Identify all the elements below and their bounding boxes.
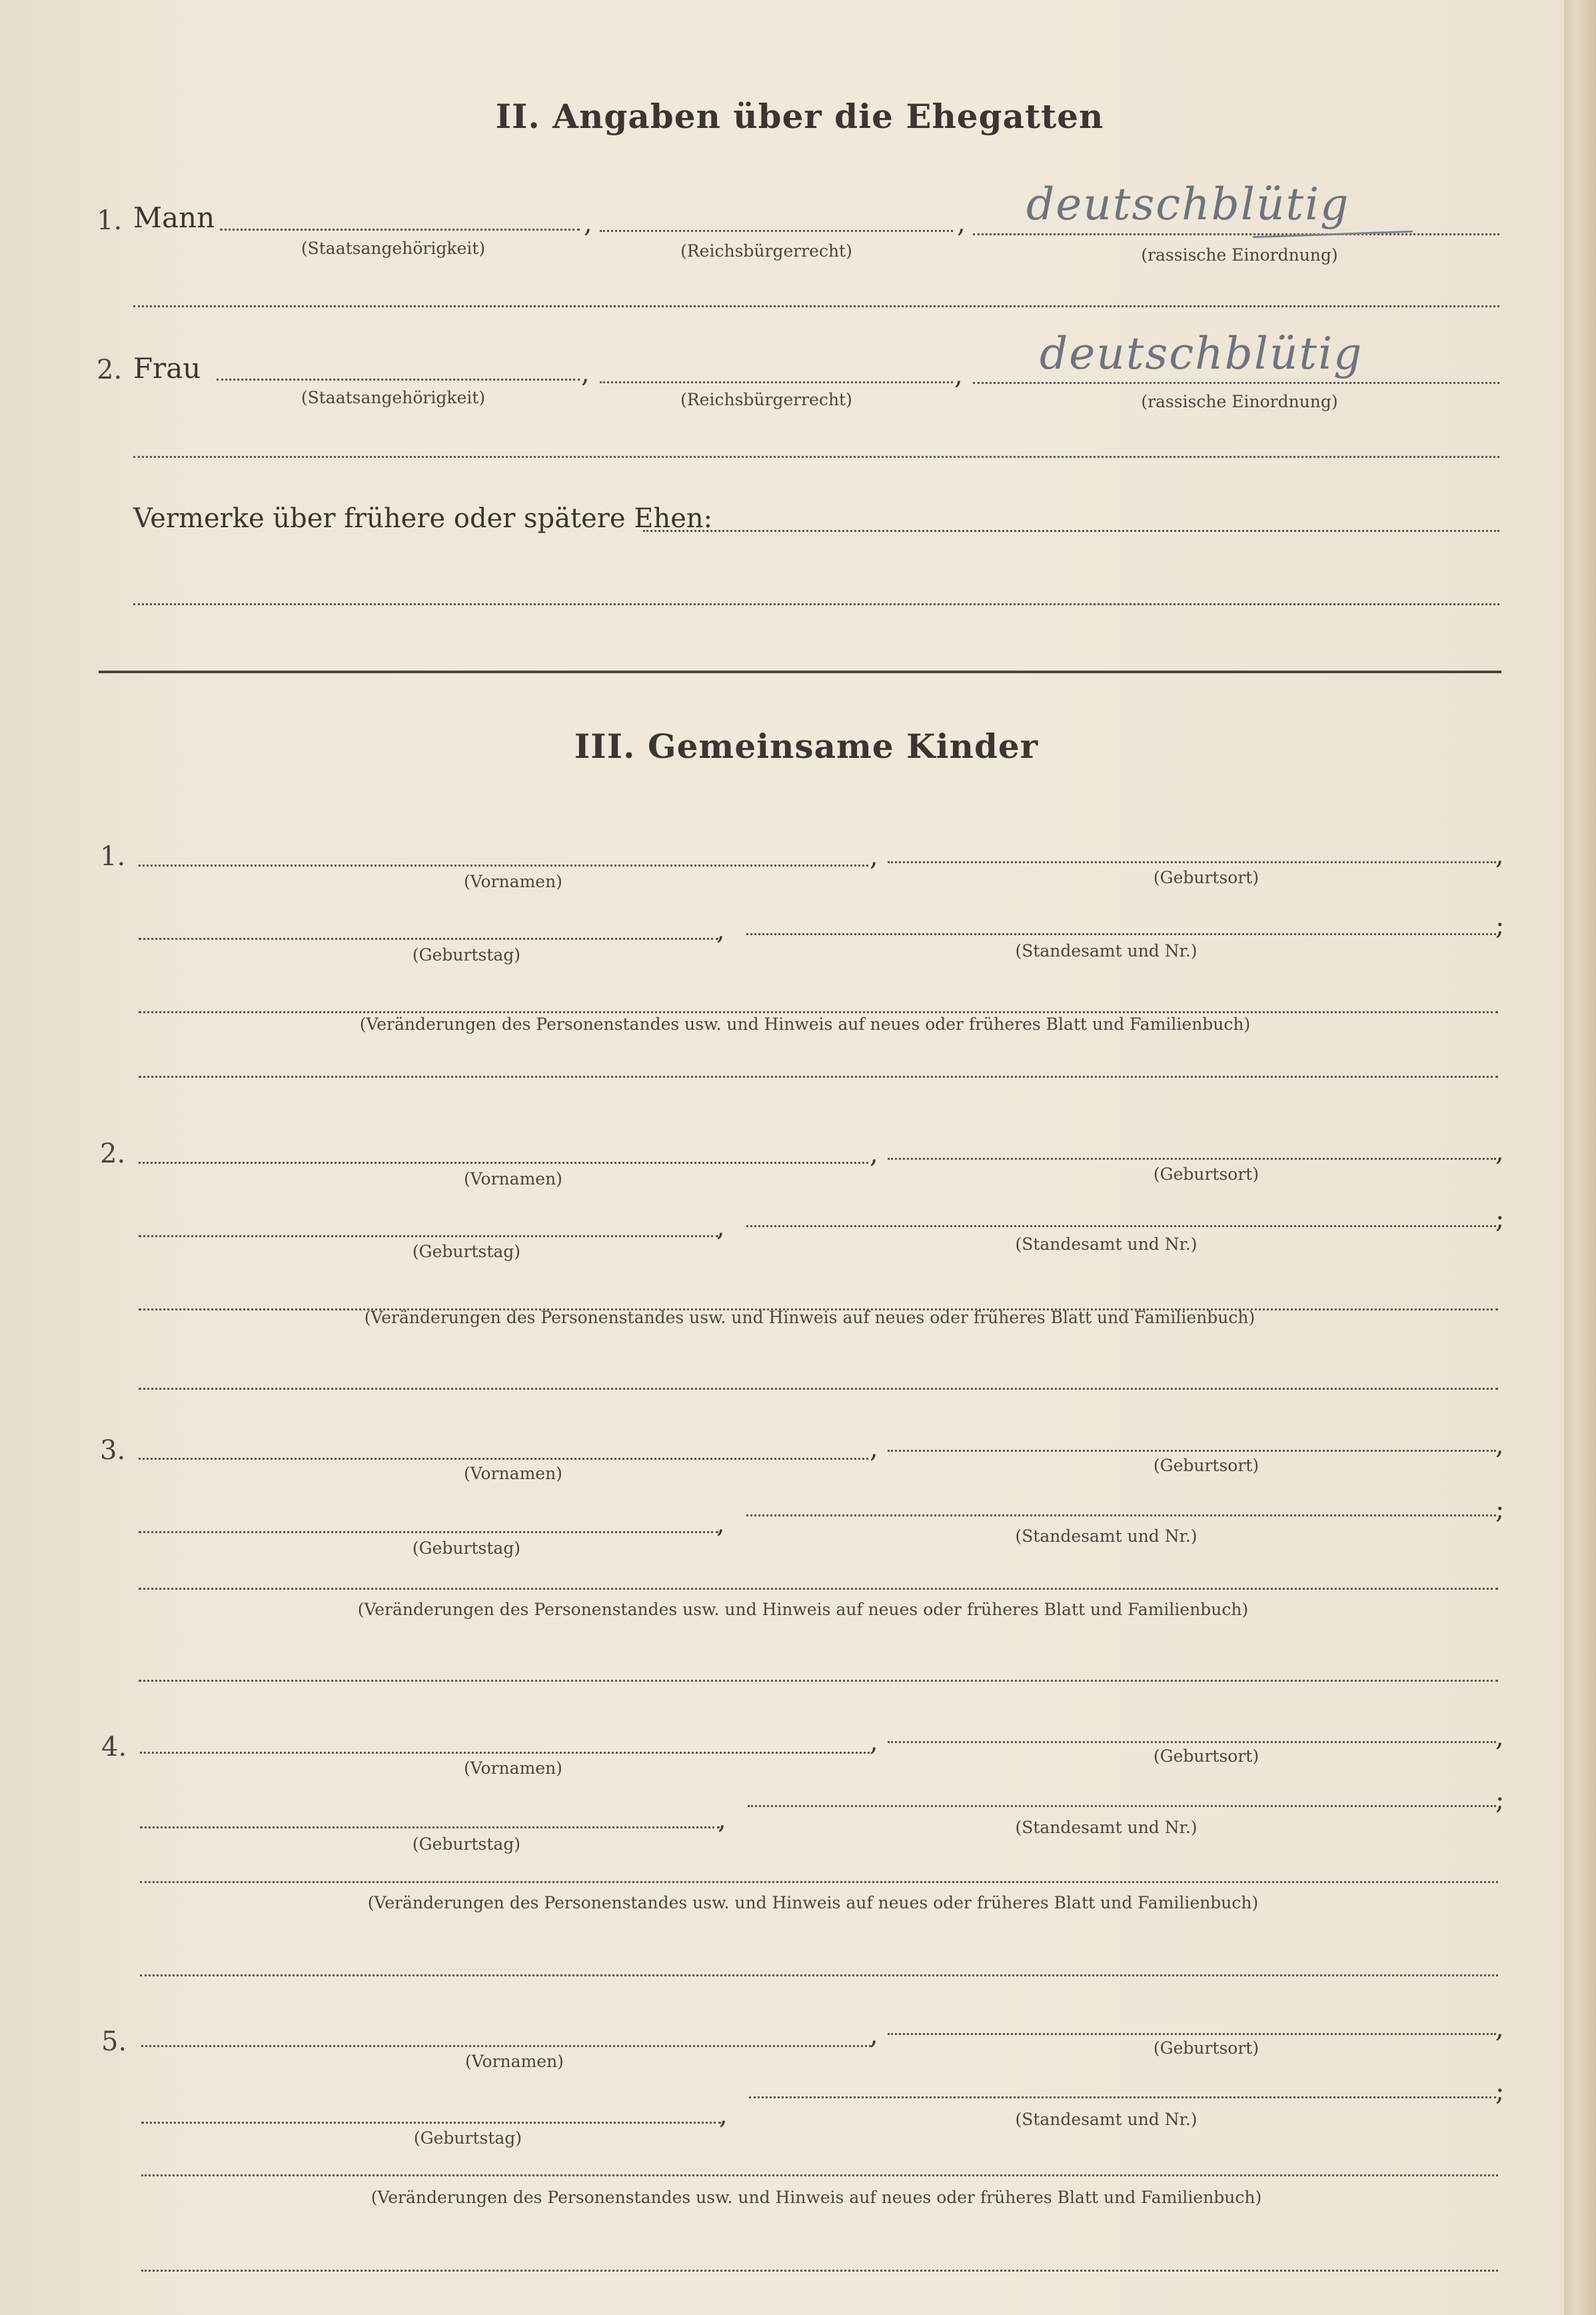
child-first-names-field[interactable] <box>139 865 868 867</box>
child-comma: , <box>870 1726 878 1757</box>
child-number: 2. <box>100 1139 126 1169</box>
child-first-names-caption: (Vornamen) <box>464 1464 562 1483</box>
child-birthplace-field[interactable] <box>888 1450 1496 1452</box>
child-semicolon: ; <box>1495 2076 1505 2107</box>
child-comma: , <box>870 1433 878 1464</box>
wife-extra-line[interactable] <box>133 456 1499 458</box>
child-birthplace-caption: (Geburtsort) <box>1153 868 1259 887</box>
child-changes-field[interactable] <box>139 1588 1498 1590</box>
child-registry-caption: (Standesamt und Nr.) <box>1015 1526 1197 1546</box>
child-changes-extra-line[interactable] <box>140 1974 1498 1976</box>
child-semicolon: ; <box>1495 1785 1505 1816</box>
child-comma: , <box>1495 840 1504 871</box>
child-changes-caption: (Veränderungen des Personenstandes usw. und Hinweis auf neues oder früheres Blatt und Familienbuch) <box>364 1308 1255 1327</box>
child-birthplace-caption: (Geburtsort) <box>1153 1746 1259 1766</box>
child-birthplace-caption: (Geburtsort) <box>1153 1456 1259 1475</box>
child-registry-caption: (Standesamt und Nr.) <box>1015 2110 1197 2129</box>
husband-citizenship-caption: (Staatsangehörigkeit) <box>301 239 486 258</box>
child-comma: , <box>870 2020 878 2050</box>
child-first-names-caption: (Vornamen) <box>465 2052 564 2071</box>
wife-citizenship-field[interactable] <box>217 379 580 381</box>
wife-race-value: deutschblütig <box>1040 328 1363 379</box>
child-changes-extra-line[interactable] <box>139 1388 1498 1390</box>
husband-comma-2: , <box>957 208 966 239</box>
husband-label: Mann <box>133 201 215 234</box>
child-changes-extra-line[interactable] <box>141 2270 1498 2272</box>
child-birthplace-caption: (Geburtsort) <box>1153 1164 1259 1184</box>
child-registry-field[interactable] <box>748 1805 1496 1807</box>
child-registry-field[interactable] <box>746 933 1496 935</box>
child-changes-extra-line[interactable] <box>139 1076 1498 1078</box>
child-changes-caption: (Veränderungen des Personenstandes usw. und Hinweis auf neues oder früheres Blatt und Familienbuch) <box>359 1015 1251 1034</box>
child-birthplace-field[interactable] <box>888 861 1496 863</box>
child-comma: , <box>1495 1722 1504 1752</box>
child-semicolon: ; <box>1495 1494 1505 1525</box>
child-number: 4. <box>101 1732 127 1762</box>
husband-citizenship-field[interactable] <box>220 229 580 231</box>
child-birthday-caption: (Geburtstag) <box>413 2128 522 2148</box>
child-registry-caption: (Standesamt und Nr.) <box>1015 941 1197 961</box>
child-comma: , <box>719 2100 728 2130</box>
child-registry-field[interactable] <box>746 1225 1496 1227</box>
child-first-names-caption: (Vornamen) <box>464 872 562 891</box>
child-birthday-caption: (Geburtstag) <box>412 1242 521 1261</box>
husband-number: 1. <box>97 205 123 236</box>
husband-reich-field[interactable] <box>600 230 953 232</box>
child-birthday-caption: (Geburtstag) <box>412 945 521 965</box>
wife-label: Frau <box>133 352 201 385</box>
child-birthplace-caption: (Geburtsort) <box>1153 2038 1259 2058</box>
child-birthplace-field[interactable] <box>888 1741 1496 1743</box>
husband-race-value: deutschblütig <box>1026 179 1350 230</box>
child-comma: , <box>716 1212 725 1242</box>
child-number: 1. <box>100 841 126 872</box>
wife-citizenship-caption: (Staatsangehörigkeit) <box>301 388 486 407</box>
child-comma: , <box>716 915 725 946</box>
child-first-names-field[interactable] <box>139 1162 868 1164</box>
child-changes-field[interactable] <box>140 1881 1498 1883</box>
section-divider <box>99 671 1501 673</box>
child-registry-field[interactable] <box>749 2096 1496 2098</box>
child-semicolon: ; <box>1495 911 1505 941</box>
child-semicolon: ; <box>1495 1204 1505 1234</box>
child-birthday-field[interactable] <box>139 938 718 940</box>
husband-comma-1: , <box>584 208 592 239</box>
page-edge <box>1564 0 1596 2315</box>
child-birthday-field[interactable] <box>140 1826 720 1828</box>
child-changes-caption: (Veränderungen des Personenstandes usw. und Hinweis auf neues oder früheres Blatt und Familienbuch) <box>367 1893 1259 1912</box>
husband-race-field[interactable] <box>973 233 1499 235</box>
wife-race-field[interactable] <box>973 382 1499 384</box>
child-changes-field[interactable] <box>141 2174 1498 2176</box>
wife-reich-caption: (Reichsbürgerrecht) <box>680 390 852 409</box>
child-birthplace-field[interactable] <box>888 2033 1496 2035</box>
wife-reich-field[interactable] <box>600 381 953 383</box>
child-registry-field[interactable] <box>746 1514 1496 1516</box>
marriage-notes-field[interactable] <box>643 530 1499 532</box>
husband-reich-caption: (Reichsbürgerrecht) <box>680 241 852 261</box>
child-comma: , <box>870 1139 878 1169</box>
husband-extra-line[interactable] <box>133 305 1499 307</box>
child-birthday-field[interactable] <box>139 1531 718 1533</box>
child-comma: , <box>1495 2013 1504 2044</box>
wife-number: 2. <box>97 355 123 385</box>
child-comma: , <box>1495 1137 1504 1167</box>
child-birthplace-field[interactable] <box>888 1158 1496 1160</box>
wife-comma-2: , <box>954 360 963 391</box>
wife-comma-1: , <box>581 358 590 389</box>
husband-race-caption: (rassische Einordnung) <box>1141 245 1338 265</box>
child-birthday-field[interactable] <box>139 1235 718 1237</box>
child-changes-field[interactable] <box>139 1011 1498 1013</box>
section-iii-title: III. Gemeinsame Kinder <box>574 727 1039 766</box>
child-comma: , <box>716 1508 725 1539</box>
child-registry-caption: (Standesamt und Nr.) <box>1015 1234 1197 1254</box>
child-number: 5. <box>101 2026 127 2057</box>
child-birthday-caption: (Geburtstag) <box>412 1834 521 1854</box>
child-number: 3. <box>100 1435 126 1466</box>
child-registry-caption: (Standesamt und Nr.) <box>1015 1818 1197 1837</box>
child-first-names-caption: (Vornamen) <box>464 1169 562 1188</box>
child-comma: , <box>1495 1430 1504 1460</box>
child-comma: , <box>718 1804 726 1835</box>
child-first-names-field[interactable] <box>141 2045 871 2047</box>
child-changes-caption: (Veränderungen des Personenstandes usw. und Hinweis auf neues oder früheres Blatt und Familienbuch) <box>371 2188 1262 2207</box>
section-ii-title: II. Angaben über die Ehegatten <box>495 97 1104 136</box>
marriage-notes-label: Vermerke über frühere oder spätere Ehen: <box>133 503 713 534</box>
child-changes-extra-line[interactable] <box>139 1680 1498 1682</box>
marriage-notes-extra-line[interactable] <box>133 603 1499 605</box>
child-first-names-field[interactable] <box>139 1458 868 1460</box>
wife-race-caption: (rassische Einordnung) <box>1141 392 1338 411</box>
child-changes-caption: (Veränderungen des Personenstandes usw. und Hinweis auf neues oder früheres Blatt und Familienbuch) <box>357 1600 1249 1619</box>
child-first-names-field[interactable] <box>140 1752 870 1754</box>
child-birthday-caption: (Geburtstag) <box>412 1538 521 1558</box>
child-birthday-field[interactable] <box>141 2122 721 2124</box>
child-comma: , <box>870 841 878 872</box>
child-first-names-caption: (Vornamen) <box>464 1758 562 1778</box>
